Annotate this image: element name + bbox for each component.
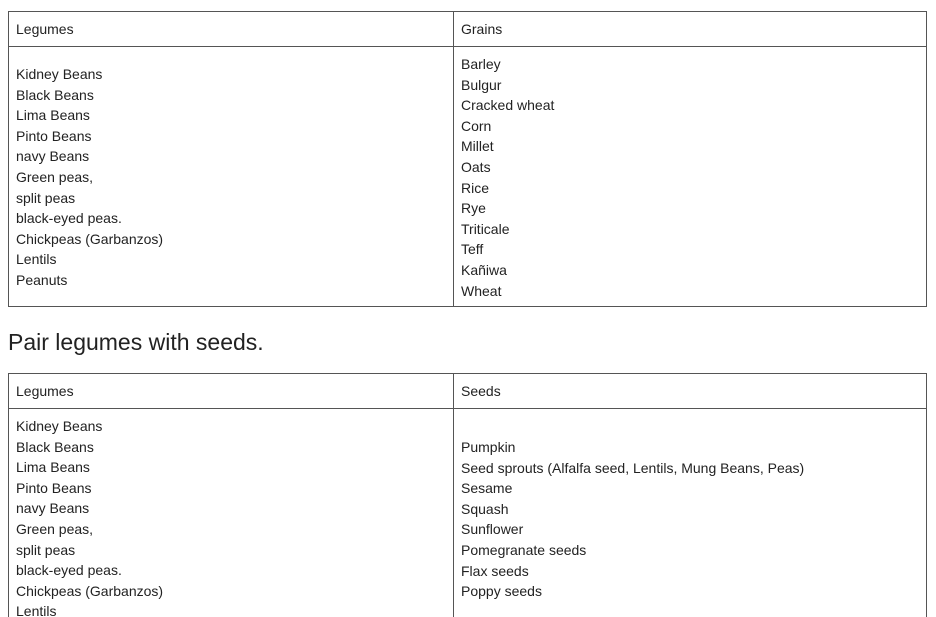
list-item: split peas <box>16 189 76 206</box>
list-item: Black Beans <box>16 86 94 103</box>
list-item: Cracked wheat <box>461 97 555 114</box>
legumes-seeds-table <box>8 373 927 617</box>
list-item: Chickpeas (Garbanzos) <box>16 230 164 247</box>
list-item: Millet <box>461 138 494 155</box>
legumes-grains-table <box>8 11 927 307</box>
seeds-cell <box>454 409 927 617</box>
list-item: navy Beans <box>16 148 90 165</box>
legumes-list <box>16 409 446 617</box>
list-item: Teff <box>461 241 484 258</box>
list-item: Chickpeas (Garbanzos) <box>16 582 164 599</box>
seeds-header: Seeds <box>454 374 927 409</box>
section-heading: Pair legumes with seeds. <box>8 329 264 355</box>
list-item: Pinto Beans <box>16 479 92 496</box>
list-item: Black Beans <box>16 438 94 455</box>
grains-list <box>461 47 919 301</box>
list-item: split peas <box>16 541 76 558</box>
list-item: black-eyed peas. <box>16 210 122 227</box>
list-item: Flax seeds <box>461 562 529 579</box>
list-item: Sesame <box>461 480 513 497</box>
list-item: Oats <box>461 158 491 175</box>
list-item: Corn <box>461 117 492 134</box>
legumes-list <box>16 47 446 291</box>
table-header-row <box>9 374 927 409</box>
legumes-cell <box>9 47 454 307</box>
list-item: Lentils <box>16 251 57 268</box>
legumes-header: Legumes <box>9 374 454 409</box>
list-item: Kidney Beans <box>16 66 103 82</box>
list-item: Pinto Beans <box>16 127 92 144</box>
list-item: Rye <box>461 200 486 217</box>
list-item: Rice <box>461 179 490 196</box>
list-item: Bulgur <box>461 76 502 93</box>
list-item: Wheat <box>461 282 502 299</box>
grains-cell <box>454 47 927 307</box>
list-item: Pumpkin <box>461 439 516 455</box>
list-item: Green peas, <box>16 168 94 185</box>
list-item: Seed sprouts (Alfalfa seed, Lentils, Mung Beans, Peas) <box>461 459 805 476</box>
table-body-row <box>9 409 927 617</box>
list-item: Squash <box>461 500 509 517</box>
list-item: Poppy seeds <box>461 583 542 600</box>
seeds-list <box>461 409 919 602</box>
grains-header: Grains <box>454 12 927 47</box>
list-item: Lentils <box>16 603 57 617</box>
legumes-header: Legumes <box>9 12 454 47</box>
list-item: Kañiwa <box>461 261 507 278</box>
list-item: Lima Beans <box>16 459 90 476</box>
list-item: Barley <box>461 56 501 72</box>
table-header-row <box>9 12 927 47</box>
list-item: Triticale <box>461 220 510 237</box>
list-item: navy Beans <box>16 500 90 517</box>
list-item: Peanuts <box>16 271 68 288</box>
list-item: Sunflower <box>461 521 524 538</box>
list-item: Kidney Beans <box>16 418 103 434</box>
list-item: Green peas, <box>16 520 94 537</box>
list-item: Pomegranate seeds <box>461 541 587 558</box>
list-item: black-eyed peas. <box>16 562 122 579</box>
legumes-cell <box>9 409 454 617</box>
table-body-row <box>9 47 927 307</box>
list-item: Lima Beans <box>16 107 90 124</box>
